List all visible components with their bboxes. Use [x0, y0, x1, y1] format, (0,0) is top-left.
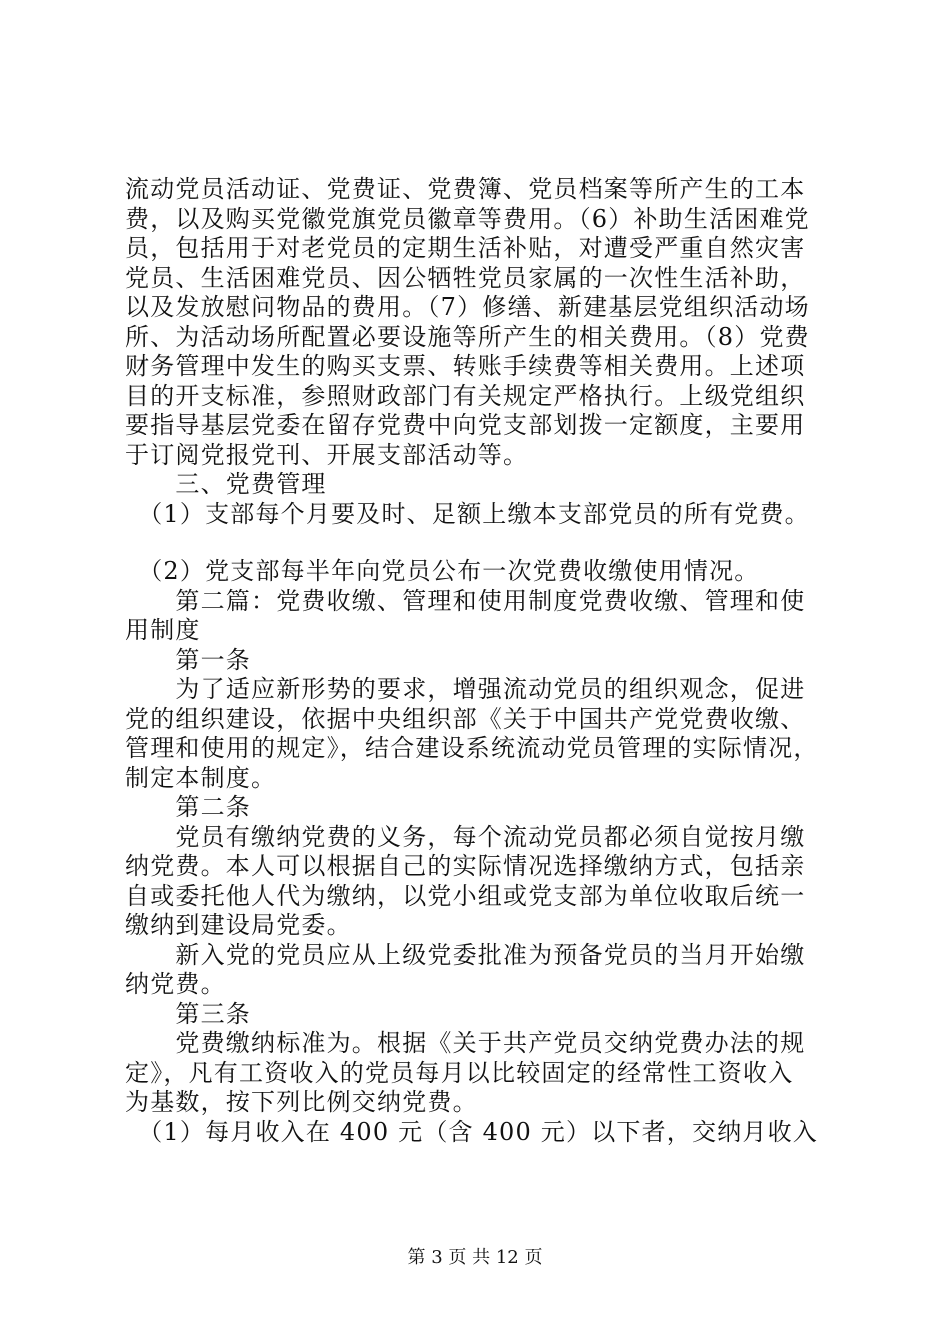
article-heading: 第三条	[125, 999, 251, 1028]
text-line: 党员、生活困难党员、因公牺牲党员家属的一次性生活补助，	[125, 263, 806, 292]
text-line: 以及发放慰问物品的费用。（7）修缮、新建基层党组织活动场	[125, 293, 810, 321]
text-line: 于订阅党报党刊、开展支部活动等。	[125, 440, 529, 469]
article-heading: 第一条	[125, 645, 251, 674]
chapter-heading: 用制度	[125, 616, 201, 644]
text-line: 流动党员活动证、党费证、党费簿、党员档案等所产生的工本	[125, 175, 806, 203]
text-line: 员，包括用于对老党员的定期生活补贴，对遭受严重自然灾害	[125, 234, 806, 262]
section-heading: 三、党费管理	[125, 470, 327, 498]
text-line: （1）每月收入在 400 元（含 400 元）以下者，交纳月收入	[125, 1117, 819, 1146]
page-footer: 第 3 页 共 12 页	[407, 1247, 543, 1268]
text-line: （2）党支部每半年向党员公布一次党费收缴使用情况。	[125, 557, 760, 585]
document-body	[125, 175, 845, 1147]
text-line: 党员有缴纳党费的义务，每个流动党员都必须自觉按月缴	[125, 822, 806, 851]
text-line: 所、为活动场所配置必要设施等所产生的相关费用。（8）党费	[125, 322, 810, 351]
text-line: 费，以及购买党徽党旗党员徽章等费用。（6）补助生活困难党	[125, 204, 810, 233]
text-line: 定》，凡有工资收入的党员每月以比较固定的经常性工资收入	[125, 1058, 794, 1087]
text-line: 制定本制度。	[125, 763, 277, 792]
text-line: 纳党费。本人可以根据自己的实际情况选择缴纳方式，包括亲	[125, 852, 806, 880]
text-line: 为基数，按下列比例交纳党费。	[125, 1088, 478, 1116]
text-line: 目的开支标准，参照财政部门有关规定严格执行。上级党组织	[125, 381, 806, 410]
text-line: 纳党费。	[125, 970, 226, 998]
blank-line	[125, 529, 845, 557]
chapter-heading: 第二篇：党费收缴、管理和使用制度党费收缴、管理和使	[125, 586, 806, 615]
article-heading: 第二条	[125, 793, 251, 821]
text-line: 缴纳到建设局党委。	[125, 911, 352, 939]
text-line: 为了适应新形势的要求，增强流动党员的组织观念，促进	[125, 675, 806, 703]
text-line: 管理和使用的规定》，结合建设系统流动党员管理的实际情况，	[125, 734, 819, 762]
text-line: 财务管理中发生的购买支票、转账手续费等相关费用。上述项	[125, 352, 806, 380]
text-line: （1）支部每个月要及时、足额上缴本支部党员的所有党费。	[125, 499, 810, 528]
text-line: 党费缴纳标准为。根据《关于共产党员交纳党费办法的规	[125, 1029, 806, 1057]
text-line: 党的组织建设，依据中央组织部《关于中国共产党党费收缴、	[125, 704, 806, 733]
text-line: 自或委托他人代为缴纳，以党小组或党支部为单位收取后统一	[125, 881, 806, 910]
text-line: 要指导基层党委在留存党费中向党支部划拨一定额度，主要用	[125, 411, 806, 439]
text-line: 新入党的党员应从上级党委批准为预备党员的当月开始缴	[125, 940, 806, 969]
